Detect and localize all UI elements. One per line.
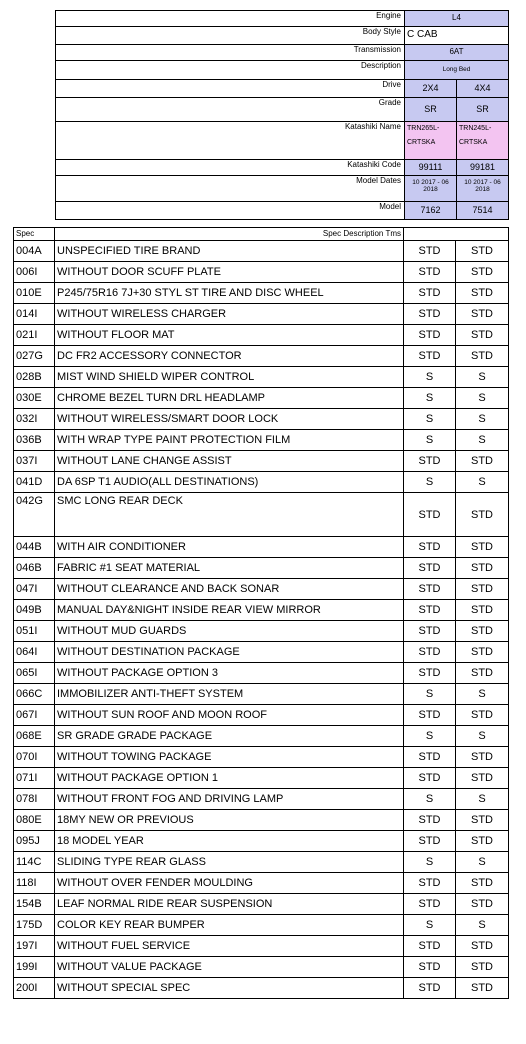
spec-value-2x4: S — [404, 915, 456, 936]
spec-value-4x4: S — [456, 388, 509, 409]
attr-row — [56, 11, 509, 27]
spec-value-4x4: S — [456, 684, 509, 705]
spec-description: IMMOBILIZER ANTI-THEFT SYSTEM — [55, 684, 404, 705]
spec-value-2x4: STD — [404, 325, 456, 346]
spec-code: 200I — [14, 978, 55, 999]
spec-code: 070I — [14, 747, 55, 768]
spec-code: 067I — [14, 705, 55, 726]
attr-value: 10 2017 - 06 2018 — [457, 176, 509, 202]
spec-code: 175D — [14, 915, 55, 936]
attr-label: Transmission — [56, 45, 405, 61]
attr-value: TRN265L-CRTSKA — [405, 122, 457, 160]
spec-description: WITHOUT MUD GUARDS — [55, 621, 404, 642]
spec-value-2x4: STD — [404, 451, 456, 472]
spec-row — [14, 957, 509, 978]
attr-label: Model Dates — [56, 176, 405, 202]
spec-value-2x4: S — [404, 852, 456, 873]
attr-value: 4X4 — [457, 80, 509, 98]
spec-value-2x4: STD — [404, 493, 456, 537]
spec-row — [14, 621, 509, 642]
spec-value-2x4: STD — [404, 241, 456, 262]
spec-description: WITHOUT DOOR SCUFF PLATE — [55, 262, 404, 283]
spec-description: WITHOUT WIRELESS CHARGER — [55, 304, 404, 325]
spec-row — [14, 472, 509, 493]
spec-value-2x4: STD — [404, 579, 456, 600]
spec-row — [14, 663, 509, 684]
spec-value-4x4: STD — [456, 262, 509, 283]
attr-value: Long Bed — [405, 61, 509, 80]
spec-value-4x4: STD — [456, 241, 509, 262]
spec-value-4x4: STD — [456, 810, 509, 831]
spec-code: 044B — [14, 537, 55, 558]
attr-row — [56, 45, 509, 61]
spec-description: WITHOUT LANE CHANGE ASSIST — [55, 451, 404, 472]
spec-description: WITHOUT CLEARANCE AND BACK SONAR — [55, 579, 404, 600]
spec-value-2x4: S — [404, 684, 456, 705]
spec-row — [14, 304, 509, 325]
spec-description: WITH AIR CONDITIONER — [55, 537, 404, 558]
spec-code: 021I — [14, 325, 55, 346]
spec-code: 042G — [14, 493, 55, 537]
spec-row — [14, 600, 509, 621]
attr-row — [56, 61, 509, 80]
spec-description: 18 MODEL YEAR — [55, 831, 404, 852]
spec-description: DA 6SP T1 AUDIO(ALL DESTINATIONS) — [55, 472, 404, 493]
attr-label: Engine — [56, 11, 405, 27]
spec-row — [14, 241, 509, 262]
spec-value-4x4: S — [456, 726, 509, 747]
attr-label: Grade — [56, 98, 405, 122]
spec-code: 154B — [14, 894, 55, 915]
spec-value-2x4: STD — [404, 558, 456, 579]
attr-label: Katashiki Code — [56, 160, 405, 176]
spec-value-4x4: S — [456, 430, 509, 451]
attr-value: SR — [405, 98, 457, 122]
spec-code: 010E — [14, 283, 55, 304]
spec-value-4x4: STD — [456, 768, 509, 789]
spec-code: 028B — [14, 367, 55, 388]
spec-value-2x4: STD — [404, 873, 456, 894]
vehicle-attributes-table — [55, 10, 509, 220]
spec-row — [14, 262, 509, 283]
spec-value-4x4: S — [456, 789, 509, 810]
spec-description: MANUAL DAY&NIGHT INSIDE REAR VIEW MIRROR — [55, 600, 404, 621]
spec-value-2x4: STD — [404, 600, 456, 621]
spec-code: 118I — [14, 873, 55, 894]
spec-row — [14, 936, 509, 957]
spec-code: 051I — [14, 621, 55, 642]
spec-value-4x4: STD — [456, 978, 509, 999]
spec-row — [14, 684, 509, 705]
spec-value-4x4: S — [456, 472, 509, 493]
spec-description: 18MY NEW OR PREVIOUS — [55, 810, 404, 831]
spec-row — [14, 537, 509, 558]
col-spec-header: Spec — [14, 228, 55, 241]
attr-row — [56, 160, 509, 176]
spec-description: WITHOUT VALUE PACKAGE — [55, 957, 404, 978]
spec-value-2x4: STD — [404, 747, 456, 768]
spec-value-4x4: S — [456, 915, 509, 936]
spec-value-2x4: STD — [404, 768, 456, 789]
attr-value: C CAB — [405, 27, 509, 45]
attr-row — [56, 98, 509, 122]
spec-value-4x4: STD — [456, 325, 509, 346]
spec-value-2x4: STD — [404, 705, 456, 726]
spec-table-header — [14, 228, 509, 241]
spec-value-2x4: STD — [404, 978, 456, 999]
spec-code: 065I — [14, 663, 55, 684]
spec-description: WITHOUT PACKAGE OPTION 3 — [55, 663, 404, 684]
spec-code: 078I — [14, 789, 55, 810]
spec-row — [14, 873, 509, 894]
spec-value-4x4: STD — [456, 346, 509, 367]
spec-value-2x4: S — [404, 472, 456, 493]
spec-value-4x4: STD — [456, 558, 509, 579]
attr-value: 10 2017 - 06 2018 — [405, 176, 457, 202]
spec-code: 047I — [14, 579, 55, 600]
spec-value-2x4: STD — [404, 537, 456, 558]
spec-value-2x4: STD — [404, 262, 456, 283]
spec-value-4x4: STD — [456, 621, 509, 642]
spec-description: SMC LONG REAR DECK — [55, 493, 404, 537]
spec-row — [14, 409, 509, 430]
attr-row — [56, 176, 509, 202]
spec-value-2x4: S — [404, 388, 456, 409]
spec-code: 004A — [14, 241, 55, 262]
attr-row — [56, 202, 509, 220]
spec-code: 014I — [14, 304, 55, 325]
spec-description: WITHOUT SUN ROOF AND MOON ROOF — [55, 705, 404, 726]
spec-code: 032I — [14, 409, 55, 430]
spec-code: 199I — [14, 957, 55, 978]
spec-row — [14, 642, 509, 663]
spec-value-2x4: S — [404, 726, 456, 747]
spec-value-2x4: STD — [404, 304, 456, 325]
spec-value-4x4: S — [456, 409, 509, 430]
spec-description: SR GRADE GRADE PACKAGE — [55, 726, 404, 747]
spec-value-2x4: STD — [404, 957, 456, 978]
attr-value: 99181 — [457, 160, 509, 176]
spec-value-4x4: STD — [456, 579, 509, 600]
spec-row — [14, 325, 509, 346]
spec-row — [14, 915, 509, 936]
spec-description: MIST WIND SHIELD WIPER CONTROL — [55, 367, 404, 388]
spec-value-2x4: STD — [404, 346, 456, 367]
spec-value-2x4: STD — [404, 283, 456, 304]
spec-row — [14, 978, 509, 999]
spec-description: LEAF NORMAL RIDE REAR SUSPENSION — [55, 894, 404, 915]
spec-value-4x4: STD — [456, 894, 509, 915]
spec-code: 080E — [14, 810, 55, 831]
spec-row — [14, 705, 509, 726]
spec-description: SLIDING TYPE REAR GLASS — [55, 852, 404, 873]
spec-value-4x4: STD — [456, 642, 509, 663]
spec-value-4x4: STD — [456, 873, 509, 894]
spec-code: 197I — [14, 936, 55, 957]
spec-row — [14, 810, 509, 831]
spec-code: 030E — [14, 388, 55, 409]
attr-value: 99111 — [405, 160, 457, 176]
spec-description: WITH WRAP TYPE PAINT PROTECTION FILM — [55, 430, 404, 451]
spec-row — [14, 831, 509, 852]
spec-row — [14, 852, 509, 873]
spec-description: WITHOUT OVER FENDER MOULDING — [55, 873, 404, 894]
attr-row — [56, 122, 509, 160]
spec-value-4x4: STD — [456, 957, 509, 978]
spec-description: WITHOUT WIRELESS/SMART DOOR LOCK — [55, 409, 404, 430]
spec-code: 049B — [14, 600, 55, 621]
spec-value-2x4: STD — [404, 831, 456, 852]
spec-value-4x4: STD — [456, 747, 509, 768]
attr-label: Katashiki Name — [56, 122, 405, 160]
spec-value-2x4: S — [404, 430, 456, 451]
attr-value: TRN245L-CRTSKA — [457, 122, 509, 160]
spec-value-4x4: STD — [456, 831, 509, 852]
spec-code: 071I — [14, 768, 55, 789]
spec-row — [14, 367, 509, 388]
spec-description: WITHOUT FUEL SERVICE — [55, 936, 404, 957]
spec-value-4x4: STD — [456, 537, 509, 558]
spec-value-4x4: S — [456, 852, 509, 873]
spec-code: 046B — [14, 558, 55, 579]
spec-description: WITHOUT PACKAGE OPTION 1 — [55, 768, 404, 789]
col-blank-header — [404, 228, 509, 241]
spec-row — [14, 388, 509, 409]
spec-value-2x4: STD — [404, 642, 456, 663]
spec-value-2x4: STD — [404, 810, 456, 831]
col-desc-header: Spec Description Tms — [55, 228, 404, 241]
spec-row — [14, 768, 509, 789]
spec-value-4x4: STD — [456, 663, 509, 684]
spec-code: 064I — [14, 642, 55, 663]
spec-code: 027G — [14, 346, 55, 367]
attr-value: L4 — [405, 11, 509, 27]
spec-code: 036B — [14, 430, 55, 451]
spec-value-2x4: S — [404, 367, 456, 388]
spec-description: COLOR KEY REAR BUMPER — [55, 915, 404, 936]
spec-row — [14, 579, 509, 600]
spec-code: 066C — [14, 684, 55, 705]
attr-label: Drive — [56, 80, 405, 98]
spec-value-4x4: S — [456, 367, 509, 388]
spec-row — [14, 894, 509, 915]
spec-code: 041D — [14, 472, 55, 493]
attr-value: 6AT — [405, 45, 509, 61]
spec-description: WITHOUT TOWING PACKAGE — [55, 747, 404, 768]
spec-row — [14, 451, 509, 472]
spec-value-2x4: S — [404, 789, 456, 810]
spec-value-2x4: STD — [404, 936, 456, 957]
spec-row — [14, 789, 509, 810]
spec-value-2x4: STD — [404, 621, 456, 642]
spec-row — [14, 726, 509, 747]
attr-value: 7162 — [405, 202, 457, 220]
attr-row — [56, 27, 509, 45]
spec-code: 037I — [14, 451, 55, 472]
spec-value-2x4: STD — [404, 663, 456, 684]
spec-value-2x4: STD — [404, 894, 456, 915]
spec-description: WITHOUT SPECIAL SPEC — [55, 978, 404, 999]
spec-description: WITHOUT FRONT FOG AND DRIVING LAMP — [55, 789, 404, 810]
spec-row — [14, 493, 509, 537]
spec-row — [14, 430, 509, 451]
spec-code: 068E — [14, 726, 55, 747]
spec-value-4x4: STD — [456, 705, 509, 726]
spec-description: WITHOUT FLOOR MAT — [55, 325, 404, 346]
spec-value-4x4: STD — [456, 283, 509, 304]
attr-value: 7514 — [457, 202, 509, 220]
spec-value-4x4: STD — [456, 451, 509, 472]
spec-row — [14, 283, 509, 304]
attr-label: Model — [56, 202, 405, 220]
spec-value-4x4: STD — [456, 600, 509, 621]
spec-code: 114C — [14, 852, 55, 873]
spec-value-4x4: STD — [456, 936, 509, 957]
spec-table — [13, 227, 509, 999]
spec-value-4x4: STD — [456, 304, 509, 325]
spec-code: 006I — [14, 262, 55, 283]
spec-code: 095J — [14, 831, 55, 852]
attr-label: Description — [56, 61, 405, 80]
attr-label: Body Style — [56, 27, 405, 45]
spec-description: CHROME BEZEL TURN DRL HEADLAMP — [55, 388, 404, 409]
spec-description: WITHOUT DESTINATION PACKAGE — [55, 642, 404, 663]
spec-row — [14, 346, 509, 367]
spec-description: FABRIC #1 SEAT MATERIAL — [55, 558, 404, 579]
attr-value: 2X4 — [405, 80, 457, 98]
attr-value: SR — [457, 98, 509, 122]
spec-value-2x4: S — [404, 409, 456, 430]
attr-row — [56, 80, 509, 98]
spec-description: DC FR2 ACCESSORY CONNECTOR — [55, 346, 404, 367]
spec-description: UNSPECIFIED TIRE BRAND — [55, 241, 404, 262]
spec-description: P245/75R16 7J+30 STYL ST TIRE AND DISC WHEEL — [55, 283, 404, 304]
spec-row — [14, 558, 509, 579]
spec-row — [14, 747, 509, 768]
spec-value-4x4: STD — [456, 493, 509, 537]
